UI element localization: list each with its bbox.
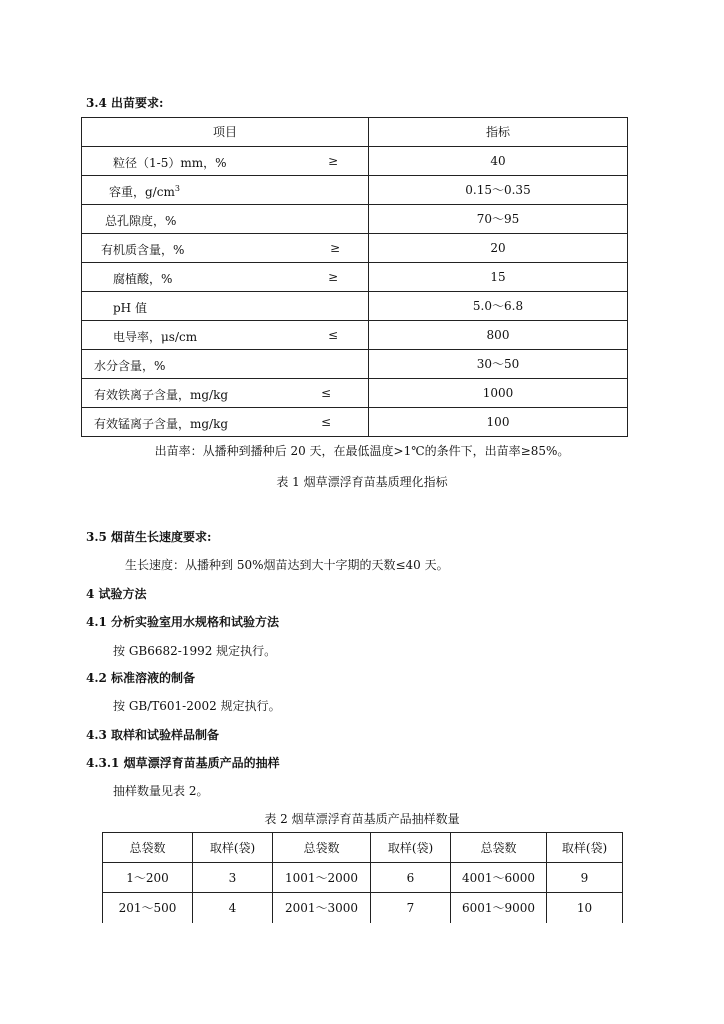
table-cell: 4 (193, 893, 273, 923)
row-item-label: 电导率，μs/cm (113, 329, 198, 344)
table-header-row (82, 118, 628, 147)
row-item-label: pH 值 (113, 300, 147, 315)
section-heading-3-5: 3.5 烟苗生长速度要求: (86, 530, 212, 544)
row-item-label: 总孔隙度，% (105, 213, 177, 228)
comparison-symbol: ≤ (321, 414, 332, 429)
table-row (82, 262, 628, 291)
table-row (82, 146, 628, 175)
physicochemical-index-table (81, 117, 628, 437)
table-row (82, 320, 628, 349)
column-header-sample-bags: 取样(袋) (193, 833, 273, 863)
column-header-total-bags: 总袋数 (273, 833, 371, 863)
table-row (82, 378, 628, 407)
table-1-caption: 表 1 烟草漂浮育苗基质理化指标 (276, 475, 448, 489)
row-value: 70～95 (369, 204, 628, 233)
table-cell: 1001～2000 (273, 863, 371, 893)
row-value: 30～50 (369, 349, 628, 378)
table-row (82, 204, 628, 233)
row-value: 0.15～0.35 (369, 175, 628, 204)
table-cell: 4001～6000 (451, 863, 547, 893)
row-item-label: 有机质含量，% (101, 242, 185, 257)
table-2-caption: 表 2 烟草漂浮育苗基质产品抽样数量 (264, 812, 460, 826)
table-cell: 9 (547, 863, 623, 893)
table-row (103, 863, 623, 893)
comparison-symbol: ≥ (330, 240, 341, 255)
column-header-sample-bags: 取样(袋) (371, 833, 451, 863)
comparison-symbol: ≥ (328, 153, 339, 168)
table-row (82, 291, 628, 320)
emergence-rate-note: 出苗率：从播种到播种后 20 天，在最低温度>1℃的条件下，出苗率≥85%。 (154, 444, 570, 458)
section-heading-4-3-1: 4.3.1 烟草漂浮育苗基质产品的抽样 (86, 756, 280, 770)
growth-speed-text: 生长速度：从播种到 50%烟苗达到大十字期的天数≤40 天。 (125, 558, 449, 572)
row-value: 5.0～6.8 (369, 291, 628, 320)
row-item-label: 腐植酸，% (113, 271, 173, 286)
column-header-total-bags: 总袋数 (103, 833, 193, 863)
row-value: 40 (369, 146, 628, 175)
row-value: 100 (369, 407, 628, 436)
table-cell: 3 (193, 863, 273, 893)
table-cell: 1～200 (103, 863, 193, 893)
row-value: 20 (369, 233, 628, 262)
column-header-index: 指标 (369, 118, 628, 147)
sampling-quantity-table (102, 832, 623, 923)
row-item-label: 粒径（1-5）mm，% (113, 155, 227, 170)
table-row (82, 233, 628, 262)
table-cell: 7 (371, 893, 451, 923)
table-cell: 10 (547, 893, 623, 923)
row-value: 800 (369, 320, 628, 349)
table-cell: 2001～3000 (273, 893, 371, 923)
table-row (82, 349, 628, 378)
paragraph-4-3-1: 抽样数量见表 2。 (113, 784, 209, 798)
table-row (103, 893, 623, 923)
section-heading-4-2: 4.2 标准溶液的制备 (86, 671, 196, 685)
section-heading-4-3: 4.3 取样和试验样品制备 (86, 728, 220, 742)
paragraph-4-2: 按 GB/T601-2002 规定执行。 (113, 699, 281, 713)
column-header-sample-bags: 取样(袋) (547, 833, 623, 863)
row-item-label: 容重，g/cm (109, 184, 175, 199)
row-item-label: 有效铁离子含量，mg/kg (94, 387, 229, 402)
column-header-item: 项目 (82, 118, 369, 147)
table-cell: 6 (371, 863, 451, 893)
paragraph-4-1: 按 GB6682-1992 规定执行。 (113, 644, 277, 658)
column-header-total-bags: 总袋数 (451, 833, 547, 863)
section-heading-3-4: 3.4 出苗要求: (86, 96, 164, 110)
row-value: 1000 (369, 378, 628, 407)
row-item-label: 水分含量，% (94, 358, 166, 373)
row-value: 15 (369, 262, 628, 291)
table-row (82, 407, 628, 436)
comparison-symbol: ≤ (321, 385, 332, 400)
comparison-symbol: ≤ (328, 327, 339, 342)
comparison-symbol: ≥ (328, 269, 339, 284)
section-heading-4-1: 4.1 分析实验室用水规格和试验方法 (86, 615, 280, 629)
superscript: 3 (174, 183, 180, 193)
table-row (82, 175, 628, 204)
row-item-label: 有效锰离子含量，mg/kg (94, 416, 229, 431)
section-heading-4: 4 试验方法 (86, 587, 147, 601)
table-cell: 6001～9000 (451, 893, 547, 923)
table-header-row (103, 833, 623, 863)
table-cell: 201～500 (103, 893, 193, 923)
